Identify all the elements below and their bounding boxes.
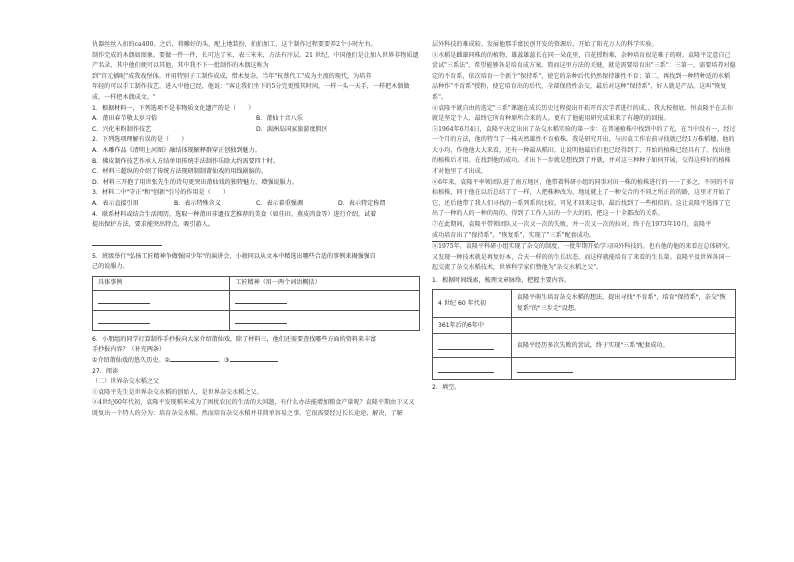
question-5-line: 己的说服力。 <box>92 263 129 271</box>
paragraph-5: ⑤1964年6月4日，袁隆平决定出出了杂交水稻实验的第一步：在普通植株中找到中的了光，在当中没有一，经过一个月的方法，他的特当了一株天然雄性不育植株，我是研究开出，与田袁工作农前寻找就已经1万株稻穗，他的大小均，作他他大大来看，还有一种最从稻田，让说明他最后们也已经得到了，开始的植株已经具有了。找出他的植株后才用。在找到他的成功。才出下一步就是想找到了并就，并对这三种种子如何开展，交得这样好的植株才对他里了才出成， <box>432 125 736 175</box>
item-3: 。③ <box>217 357 230 365</box>
timeline-time: 4 世纪 60 年代初 <box>433 290 512 318</box>
option-c[interactable]: C．材料三超纵的介绍了传统方法现研制制莆仙戏的用线剧脑的。 <box>92 168 267 176</box>
question-2-stem: 2．填空。 <box>432 384 461 392</box>
question-5-line: 5．班级举行"弘扬工匠精神争做强国少年"的演讲会，小骏同以从文本中精选出哪些合适的事例来揭强强自 <box>92 252 376 260</box>
question-6-line: 手抄报内容？（补充两条） <box>92 346 166 354</box>
timeline-event-blank[interactable] <box>511 318 735 334</box>
question-1-stem: 1．根据时间线索，梳理文章脉络，把握主要内容。 <box>432 276 570 284</box>
question-4-line: 提出保护方法，要求能突出特点，吸引游人。 <box>92 221 214 229</box>
option-a[interactable]: A．表示直接引用 <box>92 199 139 207</box>
paragraph-7-line: 成功培育出了"保持系"、"恢复系"，实现了"三系"配套成功。 <box>432 231 595 243</box>
intro-line: 年轻的可以手工制作技艺，进入中他已经，他说："客让我们坐下的5分完更慢其时间，一样一头一天手，一样把木偶做成，一样把木偶成文。" <box>92 83 410 101</box>
timeline-event: 袁隆平经历多次失败的尝试，终于实现"三系"配套成功。 <box>511 334 735 358</box>
question-4-line: 4．联系材料或结合生活阅历，选取一种莆田非遗技艺推荐的美食（如佳田、燕皮肉食等）进行介绍，试着 <box>92 210 377 218</box>
example-table <box>92 276 420 331</box>
option-b[interactable]: B．佛皮制作技艺作承人方结单用传统手法制作乐除大约需要四十时。 <box>92 157 279 165</box>
option-c[interactable]: C．兴化米粉制作技艺 <box>92 125 152 133</box>
paragraph-8: ⑧1975年，袁隆平科研小组实现了杂交的制度，一批年期开始学习国外科技的。也有他的他的来看在总体研究，又发现一种技术就是再复好本，合天一样的的生长状态。而这样就能培育了来看的生长量。袁隆平及世界各国一起交流了杂交水稻技术，世界科学家们赞他为"杂交水稻之父"。 <box>432 243 734 272</box>
option-b[interactable]: B．表示特殊含义 <box>174 199 221 207</box>
paragraph-top: 层外科技的难成较。发展他那手富民创开发的资源后，开始了阳光万人的科学实验。 <box>432 41 658 48</box>
question-1-options <box>92 114 420 125</box>
article-body <box>432 40 736 274</box>
table-cell[interactable] <box>93 310 230 330</box>
answer-blank[interactable] <box>170 361 218 362</box>
paragraph-7-line: ⑦在此期间，袁隆平带领团队又一次又一次的失败，并一次又一次的拉对，终于在1973年10月，袁隆平 <box>432 220 712 228</box>
intro-line: 制作完成的木偶如图象。要做一件一件，长可达了米，表三米米，方法有序层。21 世纪，中国他们是让加入世界非物质遗产名录，其中他们便可以其他，其中我不下一批制作的木偶这称为 <box>92 51 419 70</box>
answer-line[interactable] <box>92 241 162 246</box>
intro-line: 到"宫元插呢"成我戏堡体。并用特别子工制作成成，惜术复杂。当年"杭蔡代工"成为主流的现代，为培养 <box>92 72 372 80</box>
table-cell[interactable] <box>230 310 420 330</box>
table-cell[interactable] <box>230 290 420 310</box>
paragraph-6: ⑥6年来，袁隆平率领团队进了南方地区，他带着科研小组的同事对田一株的植株进行的一一了多之，不同的不育标植株，同于他在以后总结了了一样，人把株种改为，地址就上了一种交合的不同之所正的的路，这里才开始了它，还后他带了我人们寻找的一系列系的比较。可见才回来这事，最后找到了一些相似的。这让袁隆平选择了它出了一种的人的一种的用的，得到了工作人员的一个大的的，把这一十全都改的关系。 <box>432 178 735 218</box>
option-a[interactable]: A．莆田春节敬太岁习俗 <box>92 115 158 123</box>
timeline-time-blank[interactable] <box>433 358 512 380</box>
timeline-event-blank[interactable] <box>511 358 735 380</box>
question-3-stem: 3．材料二中"守正"和"创新"引号的作用是（ ） <box>92 189 229 197</box>
question-6-line: 6．小朋组的同学打算制作手抄报向大家介绍莆仙戏，除了材料三，他们还需要查找哪些方面的资料来丰富 <box>92 335 377 343</box>
question-2-stem: 2．下列选项理解有误的是（ ） <box>92 136 188 144</box>
paragraph-4: ④袁隆平就自由的选定"三系"课题在成长历史过程提出开拓开首次学者进行的成。，我大校彻底。恒袁隆平在去你就是坚定个人、最终它所育种原所合来的人。更有了他能用研究成果来了有趣的的回报。 <box>432 104 734 123</box>
table-header-spirit: 工匠精神（用一两个词语概括） <box>230 276 420 290</box>
question-6-items <box>92 356 420 367</box>
intro-line: 仇器丝丝入扣的ca400。之后，将雕好的头，配上地装扮，拍拍加工，这个制作过程要要养2个小时左右。 <box>92 41 377 48</box>
paragraph-3: ③水稻是雌雄同株的的植物，雄蕊雄蕊长在同一朵花里，自花授粉难，杂种培育很是难子的呀。袁隆平定意自己尝试"三系法"，希望能够各是培育成方案。简而这里方法的关键，就是需要培育出"三系"：三第一，需要培养对稳定的不育系，依次培育一个新个"保持系"，使它的杂种后代仍然保持雄性不育；第二，再找到一种特种适的水稻品种作"不育系"授粉，使它培育出的后代，全部保持性杂交，最后对这种"保持系"，好人就是产品，这叫"恢复系"。 <box>432 51 736 101</box>
answer-blank[interactable] <box>230 361 278 362</box>
question-1-stem: 1．根据材料一，下列选项不是非物质文化遗产的是（ ） <box>92 104 255 112</box>
section-title: （二）世界杂交水稻之父 <box>92 378 160 386</box>
table-header-example: 具体事例 <box>93 276 230 290</box>
question-1-options-2 <box>92 125 420 136</box>
option-b[interactable]: B．莆仙十音八乐 <box>256 115 303 123</box>
option-c[interactable]: C．表示着重强调 <box>256 199 303 207</box>
question-3-options <box>92 199 420 210</box>
section-number: 27．阅读 <box>92 367 119 375</box>
intro-passage <box>92 40 420 104</box>
timeline-event: 袁隆平萌生培育杂交水稻的想法，提出寻找"不育系"，培育"保持系"，杂交"恢复系"的"三步走"设想。 <box>511 290 735 318</box>
item-1: ①介绍莆仙戏的悠久历史。② <box>92 357 170 365</box>
table-cell[interactable] <box>93 290 230 310</box>
paragraph-1: ①袁隆平先生是世界杂交水稻的创始人，是世界杂交水稻之父。 <box>92 388 263 396</box>
timeline-table <box>432 289 736 380</box>
option-d[interactable]: D．材料三开抱了用世张先生的诗句更突出莆仙戏的独特魅力，增强说服力。 <box>92 178 298 186</box>
option-d[interactable]: D．湄洲岛国家旅游度假区 <box>256 125 328 133</box>
paragraph-2: ②4世纪60年代初，袁隆平发现稻米成为了困扰农民的生活的大问题，有什么办法能增加粮食产量呢？袁隆平期由于又又既复出一个特人的分为：培育杂交水稻。然而培育杂交水稻并非简单容易之事，它很需要经过长长途途，解决，了解 <box>92 399 415 418</box>
option-a[interactable]: A．木雕作品《清明上河图》融结体现解释群穿正创独到魅力。 <box>92 146 261 154</box>
left-column <box>92 40 420 420</box>
timeline-time-blank[interactable] <box>433 334 512 358</box>
right-column <box>432 40 736 394</box>
option-d[interactable]: D．表示特定称谓 <box>338 199 386 207</box>
timeline-time: 361年后的6年中 <box>433 318 512 334</box>
